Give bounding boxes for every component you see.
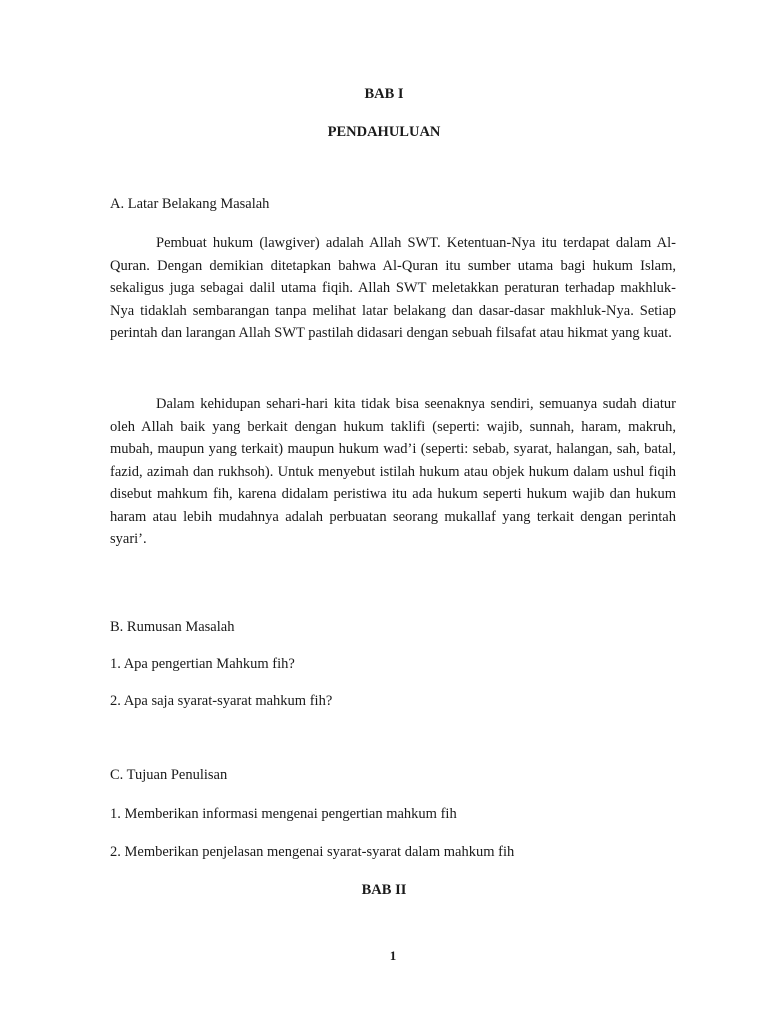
section-c-heading: C. Tujuan Penulisan — [110, 767, 228, 783]
page-number: 1 — [389, 948, 397, 963]
section-b-heading: B. Rumusan Masalah — [110, 619, 235, 635]
paragraph-1: Pembuat hukum (lawgiver) adalah Allah SWT. Ketentuan-Nya itu terdapat dalam Al-Quran. Dengan demikian ditetapkan bahwa Al-Quran itu sumber utama bagi hukum Islam, sekaligus juga sebagai dalil utama fiqih. Allah SWT meletakkan peraturan terhadap makhluk-Nya tidaklah sembarangan tanpa melihat latar belakang dan dasar-dasar makhluk-Nya. Setiap perintah dan larangan Allah SWT pastilah didasari dengan sebuah filsafat atau hikmat yang kuat. — [110, 235, 676, 341]
section-a-heading: A. Latar Belakang Masalah — [110, 196, 270, 212]
chapter-2-title: BAB II — [361, 882, 407, 898]
chapter-title: BAB I — [364, 86, 404, 102]
objective-item-1: 1. Memberikan informasi mengenai pengertian mahkum fih — [110, 806, 457, 822]
chapter-subtitle: PENDAHULUAN — [327, 124, 441, 140]
objective-item-2: 2. Memberikan penjelasan mengenai syarat-syarat dalam mahkum fih — [110, 844, 515, 860]
problem-item-1: 1. Apa pengertian Mahkum fih? — [110, 656, 295, 672]
problem-item-2: 2. Apa saja syarat-syarat mahkum fih? — [110, 693, 333, 709]
paragraph-2: Dalam kehidupan sehari-hari kita tidak bisa seenaknya sendiri, semuanya sudah diatur oleh Allah baik yang berkait dengan hukum taklifi (seperti: wajib, sunnah, haram, makruh, mubah, maupun yang terkait) maupun hukum wad’i (seperti: sebab, syarat, halangan, sah, batal, fazid, azimah dan rukhsoh). Untuk menyebut istilah hukum atau objek hukum dalam ushul fiqih disebut mahkum fih, karena didalam peristiwa itu ada hukum seperti hukum wajib dan hukum haram atau lebih mudahnya adalah perbuatan seorang mukallaf yang terkait dengan perintah syari’. — [110, 396, 676, 547]
